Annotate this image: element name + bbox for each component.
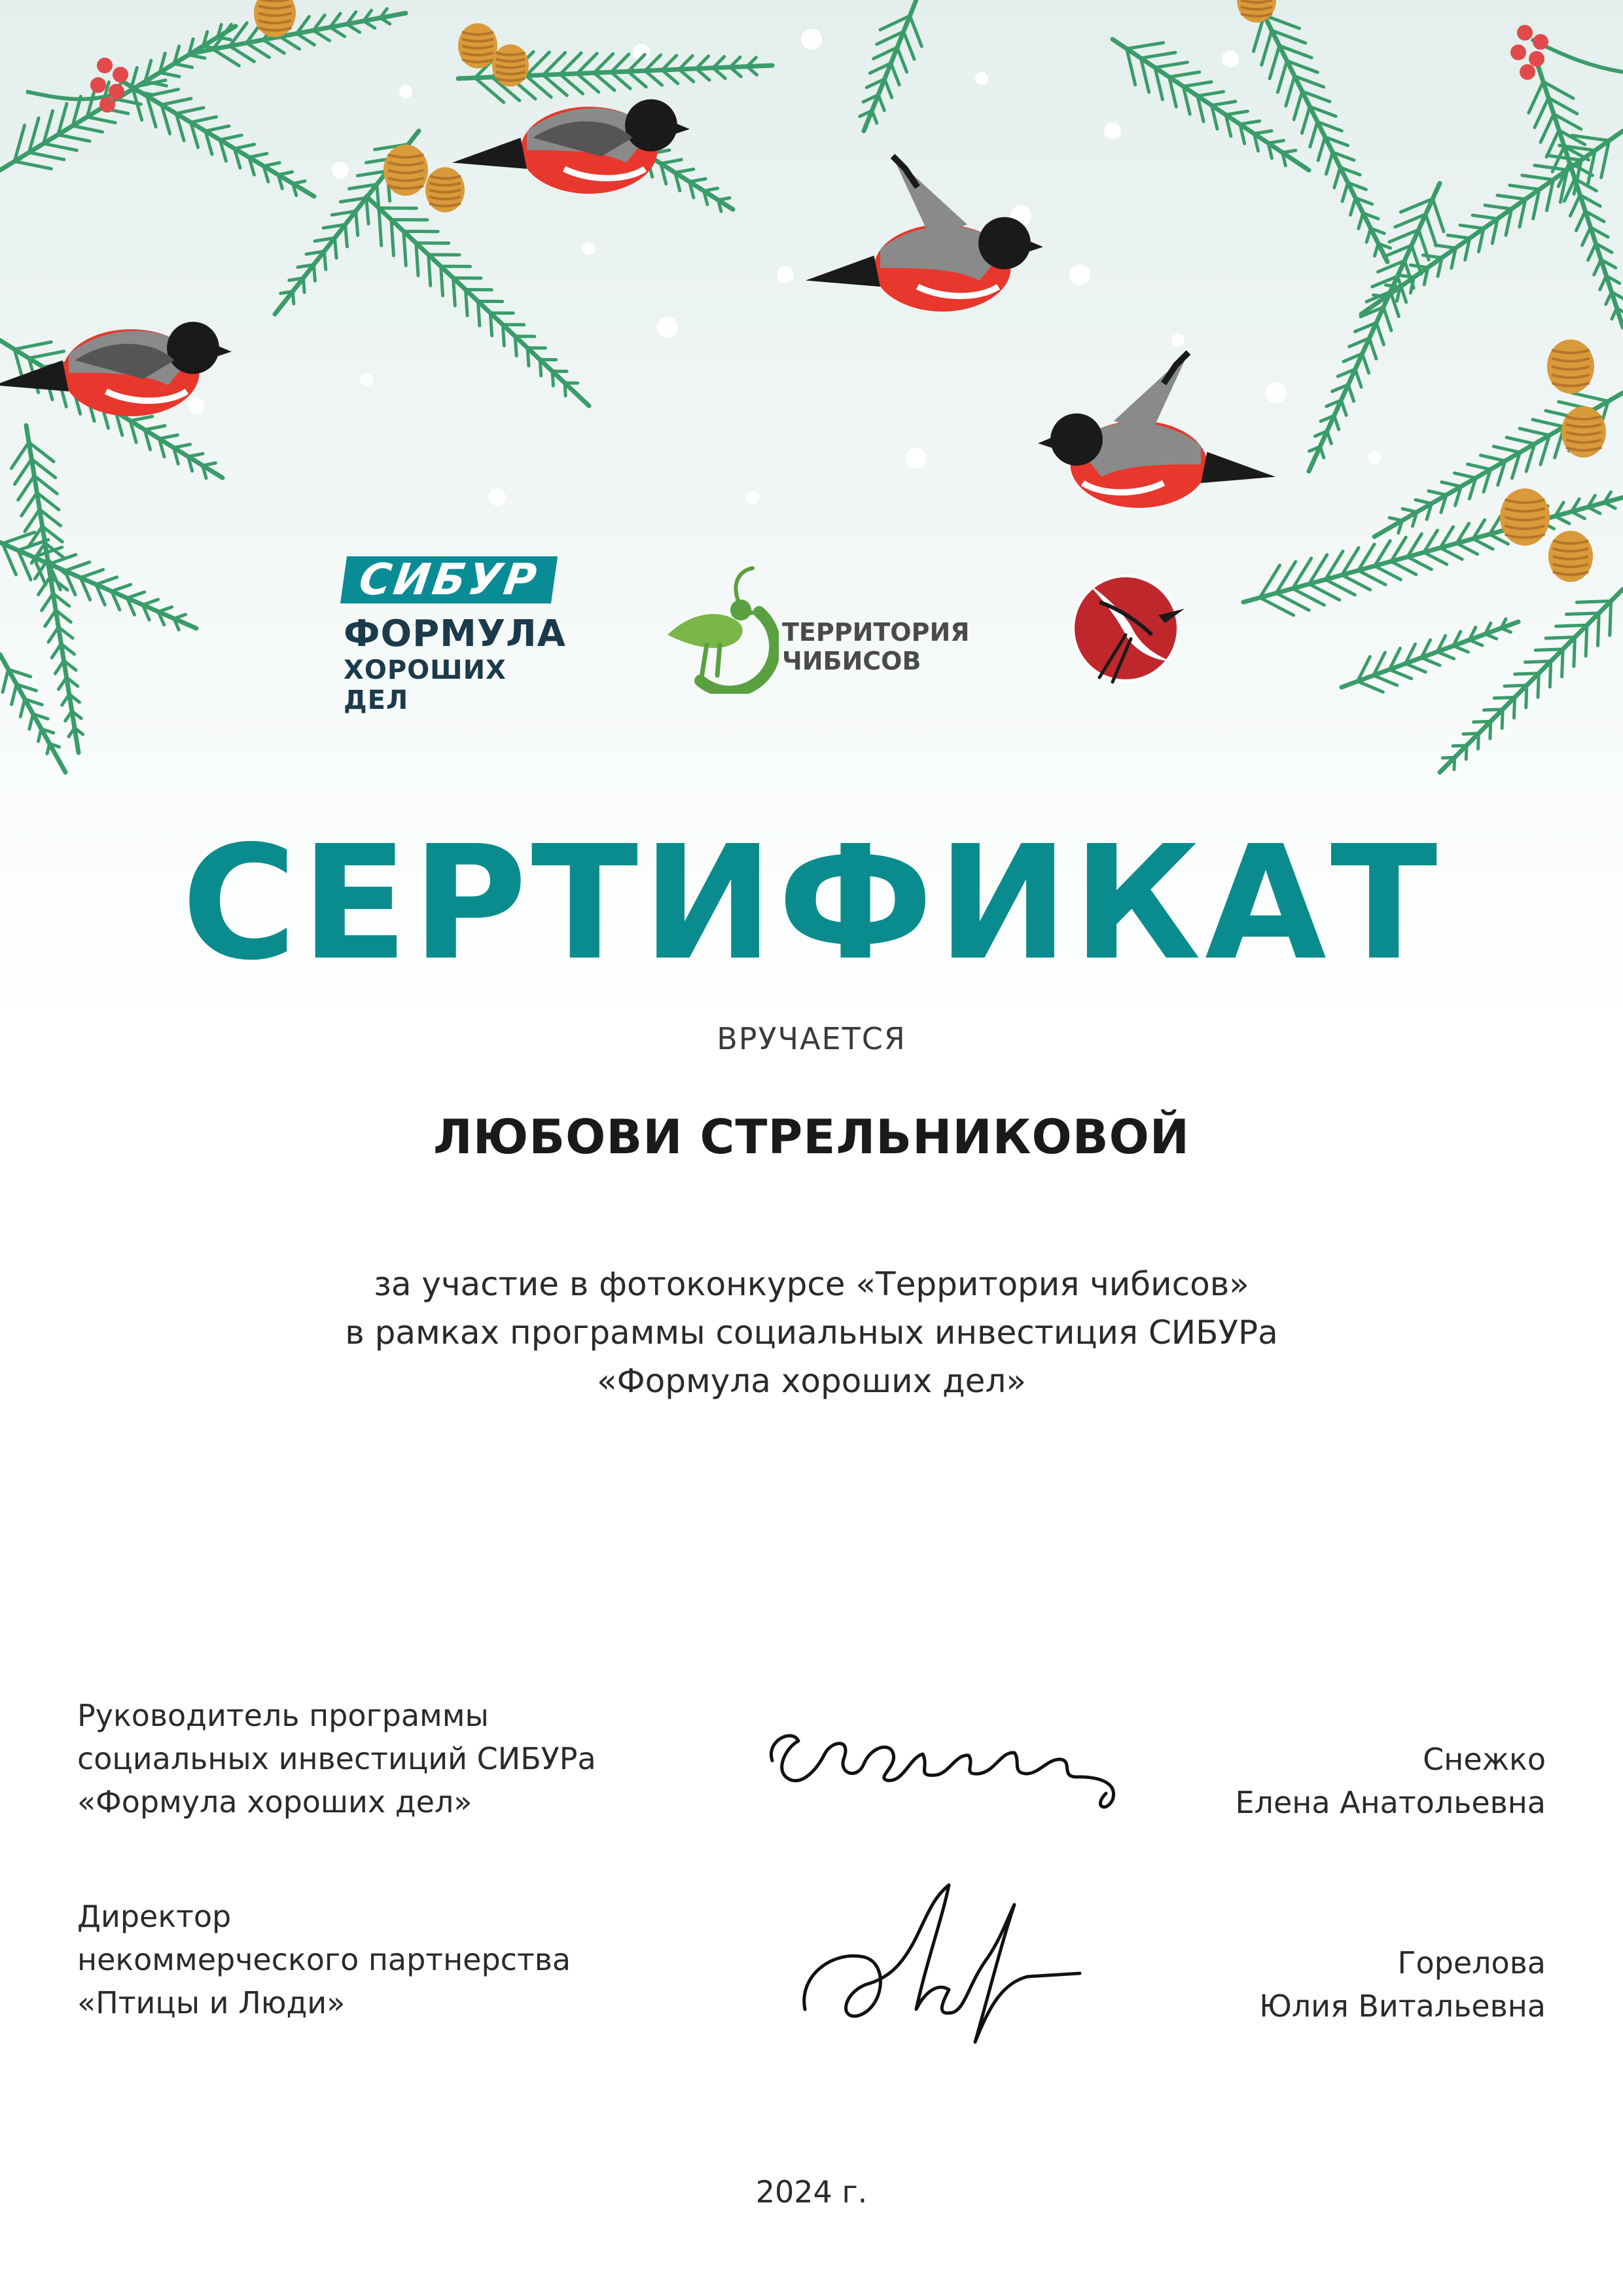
fir-branch xyxy=(860,0,922,131)
recipient-name: ЛЮБОВИ СТРЕЛЬНИКОВОЙ xyxy=(433,1109,1190,1164)
pine-cone xyxy=(425,168,465,213)
signatory-role-2 xyxy=(77,1895,571,2024)
stork-emblem-icon xyxy=(1060,563,1191,694)
snowflake xyxy=(975,72,988,85)
snowflake xyxy=(1171,334,1185,347)
snowflake xyxy=(746,491,759,504)
role-line: социальных инвестиций СИБУРа xyxy=(77,1741,596,1776)
pine-cone xyxy=(383,145,428,196)
snowflake xyxy=(489,489,506,506)
snowflake xyxy=(1266,382,1287,403)
snowflake xyxy=(188,397,205,414)
sibur-badge: СИБУР xyxy=(340,556,558,603)
snowflake xyxy=(582,242,596,255)
certificate-year: 2024 г. xyxy=(755,2174,868,2210)
pine-cone xyxy=(1561,406,1606,457)
certificate-title: СЕРТИФИКАТ xyxy=(181,812,1442,995)
territory-line-2: ЧИБИСОВ xyxy=(782,647,921,675)
territory-line-1: ТЕРРИТОРИЯ xyxy=(782,618,970,647)
signatory-name-2 xyxy=(1259,1941,1546,2028)
snowflake xyxy=(399,85,412,98)
snowflake xyxy=(332,162,349,179)
pine-cone xyxy=(458,24,497,69)
snowflake xyxy=(657,317,678,338)
snowflake xyxy=(906,448,927,469)
snowflake xyxy=(1222,50,1239,67)
role-line: «Птицы и Люди» xyxy=(77,1985,346,2020)
formula-line-1: ФОРМУЛА xyxy=(344,613,566,655)
formula-line-2: ХОРОШИХ ДЕЛ xyxy=(344,655,507,715)
role-line: Руководитель программы xyxy=(77,1698,489,1733)
sibur-formula-logo xyxy=(344,556,566,715)
fir-branch xyxy=(118,79,314,196)
fir-branch xyxy=(1529,65,1623,327)
bullfinch xyxy=(1038,353,1275,509)
fir-branch xyxy=(196,9,406,65)
certificate-description xyxy=(0,1260,1623,1405)
description-line: «Формула хороших дел» xyxy=(597,1362,1026,1400)
birds-and-people-logo xyxy=(1060,563,1191,694)
description-line: за участие в фотоконкурсе «Территория чибисов» xyxy=(374,1265,1249,1303)
snowflake xyxy=(1069,264,1090,285)
name-line: Снежко xyxy=(1423,1742,1546,1777)
snowflake xyxy=(777,266,794,283)
pine-cone xyxy=(254,0,296,37)
lapwing-icon xyxy=(661,563,779,694)
role-line: некоммерческого партнерства xyxy=(77,1942,571,1977)
awarded-label: ВРУЧАЕТСЯ xyxy=(717,1021,906,1056)
territory-lapwings-logo xyxy=(661,563,988,694)
snowflake xyxy=(360,373,373,386)
fir-branch xyxy=(1113,39,1309,170)
signature-snezhko xyxy=(753,1702,1145,1820)
rowan-berries xyxy=(1510,25,1548,80)
fir-branch xyxy=(1309,183,1444,471)
signatory-name-1 xyxy=(1235,1738,1546,1824)
bullfinch xyxy=(452,99,690,194)
description-line: в рамках программы социальных инвестиция СИБУРа xyxy=(345,1314,1278,1352)
snowflake xyxy=(1104,122,1121,139)
signatory-role-1 xyxy=(77,1694,596,1823)
pine-cone xyxy=(1500,488,1550,545)
bullfinch xyxy=(806,156,1043,312)
signature-gorelova xyxy=(792,1878,1093,2049)
territory-text xyxy=(782,618,970,675)
snowflake xyxy=(1368,452,1381,465)
name-line: Юлия Витальевна xyxy=(1259,1988,1546,2024)
name-line: Елена Анатольевна xyxy=(1235,1785,1546,1820)
name-line: Горелова xyxy=(1397,1945,1546,1981)
fir-branch xyxy=(1253,0,1390,262)
fir-branch xyxy=(366,196,589,406)
logos-row xyxy=(0,550,1623,715)
role-line: «Формула хороших дел» xyxy=(77,1784,473,1820)
role-line: Директор xyxy=(77,1899,232,1934)
pine-cone xyxy=(1547,340,1594,394)
snowflake xyxy=(801,29,822,50)
pine-cone xyxy=(492,45,529,86)
